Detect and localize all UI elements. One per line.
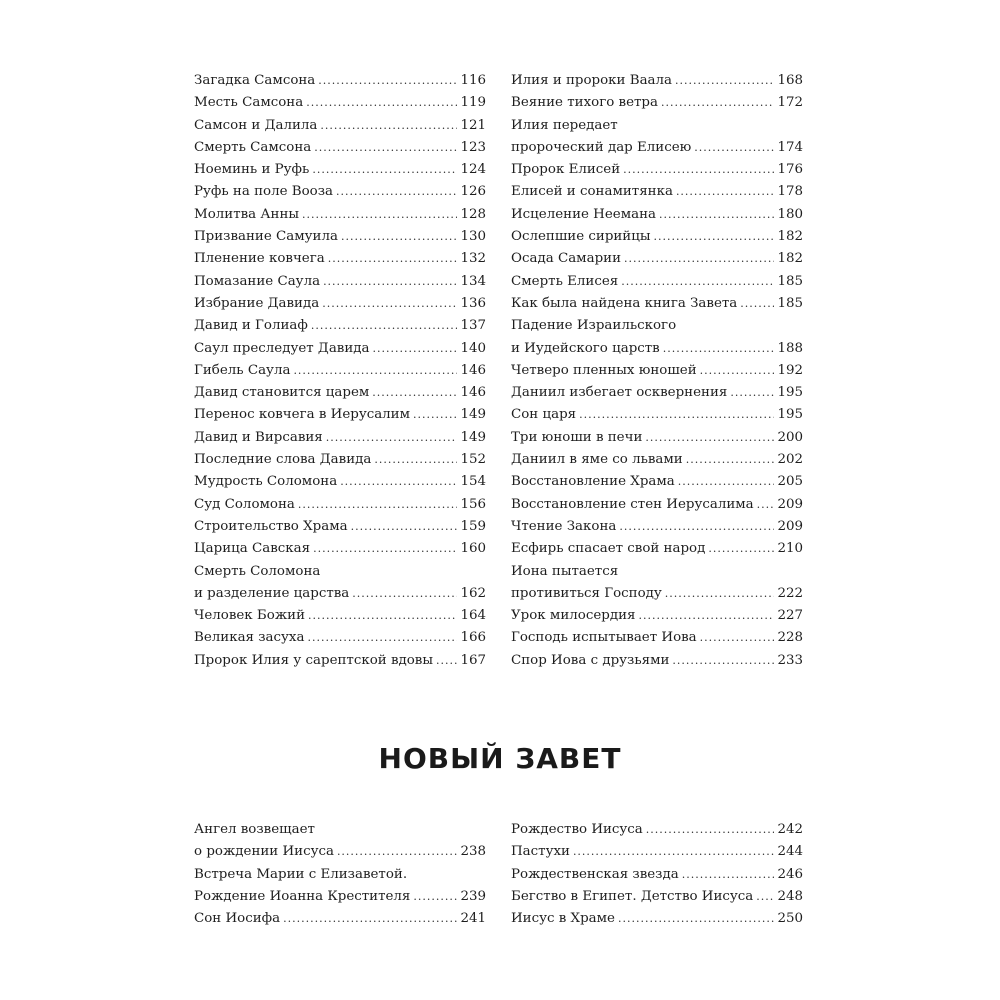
toc-entry-title: противиться Господу bbox=[511, 585, 662, 601]
toc-entry-page: 233 bbox=[777, 652, 803, 668]
toc-entry bbox=[511, 627, 803, 649]
toc-entry-title: Даниил избегает осквернения bbox=[511, 385, 728, 401]
toc-entry bbox=[194, 449, 486, 471]
toc-entry bbox=[511, 494, 803, 516]
toc-entry-title: Человек Божий bbox=[194, 608, 306, 624]
dot-leader bbox=[283, 908, 457, 930]
toc-entry-page: 182 bbox=[777, 229, 803, 245]
toc-entry-title: пророческий дар Елисею bbox=[511, 139, 692, 155]
toc-entry-page: 154 bbox=[460, 474, 486, 490]
toc-entry-page: 182 bbox=[777, 251, 803, 267]
toc-entry-page: 222 bbox=[777, 585, 803, 601]
toc-entry bbox=[511, 271, 803, 293]
toc-entry-page: 241 bbox=[460, 911, 486, 927]
toc-entry bbox=[511, 204, 803, 226]
toc-entry bbox=[511, 819, 803, 841]
toc-entry bbox=[194, 181, 486, 203]
toc-entry bbox=[511, 360, 803, 382]
dot-leader bbox=[686, 449, 775, 471]
dot-leader bbox=[694, 137, 774, 159]
dot-leader bbox=[700, 360, 775, 382]
dot-leader bbox=[675, 70, 774, 92]
toc-entry-page: 244 bbox=[777, 844, 803, 860]
toc-column-left-new bbox=[194, 819, 486, 930]
toc-entry-title: Есфирь спасает свой народ bbox=[511, 541, 706, 557]
toc-entry-title: Рождество Иисуса bbox=[511, 822, 643, 837]
toc-entry-title: Пленение ковчега bbox=[194, 251, 325, 267]
toc-entry-page: 146 bbox=[460, 385, 486, 401]
dot-leader bbox=[314, 137, 457, 159]
toc-entry-title: Избрание Давида bbox=[194, 295, 320, 311]
toc-entry bbox=[511, 908, 803, 930]
toc-entry-page: 174 bbox=[777, 139, 803, 155]
toc-entry-page: 238 bbox=[460, 844, 486, 860]
toc-entry bbox=[511, 115, 803, 160]
toc-entry-page: 149 bbox=[460, 407, 486, 423]
dot-leader bbox=[700, 627, 775, 649]
dot-leader bbox=[351, 516, 458, 538]
toc-entry-page: 124 bbox=[460, 162, 486, 178]
toc-entry-page: 192 bbox=[777, 362, 803, 378]
toc-entry bbox=[511, 561, 803, 606]
toc-entry-page: 185 bbox=[777, 295, 803, 311]
section-heading-new-testament: НОВЫЙ ЗАВЕТ bbox=[378, 742, 622, 775]
dot-leader bbox=[352, 583, 457, 605]
toc-entry bbox=[194, 605, 486, 627]
dot-leader bbox=[323, 271, 457, 293]
toc-entry bbox=[511, 449, 803, 471]
toc-entry-title: Пастухи bbox=[511, 844, 570, 860]
toc-entry bbox=[194, 908, 486, 930]
toc-entry-page: 178 bbox=[777, 184, 803, 200]
dot-leader bbox=[436, 650, 457, 672]
toc-entry-page: 166 bbox=[460, 630, 486, 646]
toc-entry-page: 210 bbox=[777, 541, 803, 557]
toc-entry bbox=[511, 427, 803, 449]
toc-entry bbox=[511, 650, 803, 672]
toc-entry-page: 209 bbox=[777, 496, 803, 512]
dot-leader bbox=[307, 627, 457, 649]
toc-entry bbox=[194, 159, 486, 181]
toc-entry-page: 116 bbox=[460, 73, 486, 88]
toc-entry-title: Последние слова Давида bbox=[194, 452, 372, 468]
dot-leader bbox=[665, 583, 775, 605]
toc-entry-title: Перенос ковчега в Иерусалим bbox=[194, 407, 411, 423]
toc-entry-title: и разделение царства bbox=[194, 585, 350, 601]
dot-leader bbox=[312, 159, 457, 181]
toc-entry-title: Молитва Анны bbox=[194, 206, 300, 222]
toc-entry bbox=[194, 561, 486, 606]
toc-entry-page: 149 bbox=[460, 429, 486, 445]
toc-entry bbox=[194, 494, 486, 516]
toc-entry-title: Помазание Саула bbox=[194, 273, 321, 289]
toc-entry bbox=[511, 605, 803, 627]
toc-entry bbox=[194, 819, 486, 864]
toc-entry-page: 195 bbox=[777, 385, 803, 401]
toc-entry-page: 128 bbox=[460, 206, 486, 222]
toc-entry bbox=[194, 650, 486, 672]
toc-entry-title: Восстановление Храма bbox=[511, 474, 675, 490]
dot-leader bbox=[654, 226, 775, 248]
dot-leader bbox=[308, 605, 457, 627]
dot-leader bbox=[663, 338, 775, 360]
dot-leader bbox=[322, 293, 457, 315]
toc-entry-page: 185 bbox=[777, 273, 803, 289]
toc-entry bbox=[194, 115, 486, 137]
toc-entry-page: 162 bbox=[460, 585, 486, 601]
dot-leader bbox=[624, 248, 774, 270]
toc-entry bbox=[194, 427, 486, 449]
toc-entry-page: 156 bbox=[460, 496, 486, 512]
toc-entry-page: 134 bbox=[460, 273, 486, 289]
toc-entry-title: и Иудейского царств bbox=[511, 340, 660, 356]
toc-entry-page: 228 bbox=[777, 630, 803, 646]
dot-leader bbox=[298, 494, 458, 516]
dot-leader bbox=[621, 271, 774, 293]
toc-entry bbox=[511, 248, 803, 270]
dot-leader bbox=[638, 605, 774, 627]
toc-entry-title: Давид и Вирсавия bbox=[194, 429, 323, 445]
toc-entry-title: Давид становится царем bbox=[194, 385, 370, 401]
dot-leader bbox=[659, 204, 774, 226]
toc-entry-title-line1: Встреча Марии с Елизаветой. bbox=[194, 866, 408, 882]
toc-entry bbox=[194, 70, 486, 92]
dot-leader bbox=[682, 864, 775, 886]
toc-entry bbox=[511, 70, 803, 92]
dot-leader bbox=[678, 471, 775, 493]
toc-entry-page: 188 bbox=[777, 340, 803, 356]
toc-entry-title: Сон царя bbox=[511, 407, 577, 423]
toc-entry bbox=[511, 92, 803, 114]
toc-entry bbox=[194, 315, 486, 337]
toc-entry-title: Елисей и сонамитянка bbox=[511, 184, 673, 200]
toc-entry-page: 146 bbox=[460, 362, 486, 378]
dot-leader bbox=[326, 427, 458, 449]
dot-leader bbox=[341, 226, 457, 248]
toc-entry bbox=[511, 404, 803, 426]
toc-entry-page: 209 bbox=[777, 518, 803, 534]
toc-entry-title: Как была найдена книга Завета bbox=[511, 295, 738, 311]
toc-entry-page: 239 bbox=[460, 888, 486, 904]
toc-entry-title: Саул преследует Давида bbox=[194, 340, 370, 356]
toc-entry-title: Руфь на поле Вооза bbox=[194, 184, 334, 200]
toc-entry-title: Смерть Самсона bbox=[194, 139, 312, 155]
dot-leader bbox=[373, 338, 458, 360]
toc-entry-page: 168 bbox=[777, 73, 803, 88]
toc-entry bbox=[194, 226, 486, 248]
toc-entry-page: 202 bbox=[777, 452, 803, 468]
toc-entry-page: 172 bbox=[777, 95, 803, 111]
dot-leader bbox=[311, 315, 458, 337]
toc-entry-title: Илия и пророки Ваала bbox=[511, 73, 673, 88]
toc-entry-title: Четверо пленных юношей bbox=[511, 362, 697, 378]
toc-entry-title: Веяние тихого ветра bbox=[511, 95, 658, 111]
dot-leader bbox=[676, 181, 775, 203]
toc-entry-page: 137 bbox=[460, 318, 486, 334]
toc-entry-title: Суд Соломона bbox=[194, 496, 295, 512]
toc-entry bbox=[194, 271, 486, 293]
toc-entry-title: Смерть Елисея bbox=[511, 273, 619, 289]
toc-entry-page: 248 bbox=[777, 888, 803, 904]
dot-leader bbox=[573, 841, 775, 863]
toc-entry bbox=[511, 315, 803, 360]
toc-entry bbox=[194, 382, 486, 404]
toc-entry-page: 140 bbox=[460, 340, 486, 356]
toc-entry-title: Царица Савская bbox=[194, 541, 311, 557]
toc-entry-page: 121 bbox=[460, 117, 486, 133]
toc-entry-title: Чтение Закона bbox=[511, 518, 617, 534]
toc-entry-title: Спор Иова с друзьями bbox=[511, 652, 670, 668]
toc-entry bbox=[194, 538, 486, 560]
dot-leader bbox=[320, 115, 457, 137]
toc-entry-title: Давид и Голиаф bbox=[194, 318, 308, 334]
toc-entry-title: Загадка Самсона bbox=[194, 73, 316, 88]
toc-column-right bbox=[511, 70, 803, 672]
toc-entry bbox=[511, 159, 803, 181]
toc-entry bbox=[511, 841, 803, 863]
toc-entry-title: Гибель Саула bbox=[194, 362, 291, 378]
toc-entry-page: 180 bbox=[777, 206, 803, 222]
toc-entry-title: Самсон и Далила bbox=[194, 117, 318, 133]
toc-entry-title: Господь испытывает Иова bbox=[511, 630, 697, 646]
toc-entry-page: 119 bbox=[460, 95, 486, 111]
toc-entry-page: 126 bbox=[460, 184, 486, 200]
toc-entry-page: 164 bbox=[460, 608, 486, 624]
toc-entry bbox=[511, 382, 803, 404]
dot-leader bbox=[302, 204, 457, 226]
toc-entry-page: 152 bbox=[460, 452, 486, 468]
dot-leader bbox=[740, 293, 774, 315]
dot-leader bbox=[756, 886, 774, 908]
toc-entry-title: Призвание Самуила bbox=[194, 229, 338, 245]
dot-leader bbox=[645, 427, 774, 449]
toc-entry-page: 227 bbox=[777, 608, 803, 624]
toc-entry bbox=[194, 338, 486, 360]
toc-entry-page: 205 bbox=[777, 474, 803, 490]
toc-entry bbox=[511, 516, 803, 538]
dot-leader bbox=[340, 471, 457, 493]
toc-entry bbox=[194, 471, 486, 493]
dot-leader bbox=[328, 248, 458, 270]
toc-entry-title: Пророк Илия у сарептской вдовы bbox=[194, 652, 433, 668]
toc-entry-title-line1: Иона пытается bbox=[511, 563, 619, 579]
toc-entry-page: 160 bbox=[460, 541, 486, 557]
toc-entry-page: 195 bbox=[777, 407, 803, 423]
toc-entry-title: Великая засуха bbox=[194, 630, 305, 646]
toc-entry bbox=[511, 471, 803, 493]
toc-entry-title: Бегство в Египет. Детство Иисуса bbox=[511, 888, 754, 904]
toc-entry-title: Ноеминь и Руфь bbox=[194, 162, 310, 178]
toc-entry-page: 159 bbox=[460, 518, 486, 534]
toc-entry-title: Строительство Храма bbox=[194, 518, 348, 534]
dot-leader bbox=[672, 650, 774, 672]
toc-entry-page: 167 bbox=[460, 652, 486, 668]
toc-entry-title: Три юноши в печи bbox=[511, 429, 643, 445]
toc-entry bbox=[511, 538, 803, 560]
toc-entry-title: о рождении Иисуса bbox=[194, 844, 334, 860]
toc-entry bbox=[511, 293, 803, 315]
dot-leader bbox=[730, 382, 774, 404]
dot-leader bbox=[413, 886, 457, 908]
toc-entry-title: Исцеление Неемана bbox=[511, 206, 657, 222]
toc-entry-page: 132 bbox=[460, 251, 486, 267]
dot-leader bbox=[708, 538, 774, 560]
toc-entry-page: 200 bbox=[777, 429, 803, 445]
toc-entry bbox=[194, 627, 486, 649]
toc-entry-page: 176 bbox=[777, 162, 803, 178]
toc-entry bbox=[194, 404, 486, 426]
toc-entry-title: Урок милосердия bbox=[511, 608, 636, 624]
toc-entry-title: Рождение Иоанна Крестителя bbox=[194, 888, 411, 904]
dot-leader bbox=[646, 819, 775, 841]
dot-leader bbox=[413, 404, 457, 426]
dot-leader bbox=[619, 516, 774, 538]
toc-entry bbox=[194, 204, 486, 226]
toc-entry-title: Осада Самарии bbox=[511, 251, 621, 267]
toc-entry-title: Рождественская звезда bbox=[511, 866, 679, 882]
dot-leader bbox=[318, 70, 457, 92]
toc-entry-title-line1: Ангел возвещает bbox=[194, 822, 315, 837]
toc-entry bbox=[194, 360, 486, 382]
toc-column-right-new bbox=[511, 819, 803, 930]
dot-leader bbox=[306, 92, 457, 114]
toc-entry-title: Мудрость Соломона bbox=[194, 474, 338, 490]
toc-entry bbox=[194, 293, 486, 315]
dot-leader bbox=[337, 841, 458, 863]
toc-entry bbox=[194, 864, 486, 909]
toc-entry-title: Ослепшие сирийцы bbox=[511, 229, 651, 245]
toc-entry-page: 136 bbox=[460, 295, 486, 311]
toc-entry bbox=[511, 864, 803, 886]
dot-leader bbox=[757, 494, 775, 516]
dot-leader bbox=[661, 92, 774, 114]
toc-entry bbox=[511, 226, 803, 248]
toc-entry bbox=[194, 248, 486, 270]
dot-leader bbox=[623, 159, 774, 181]
toc-column-left bbox=[194, 70, 486, 672]
toc-entry-title: Даниил в яме со львами bbox=[511, 452, 683, 468]
toc-entry-page: 250 bbox=[777, 911, 803, 927]
dot-leader bbox=[313, 538, 457, 560]
toc-entry bbox=[511, 886, 803, 908]
dot-leader bbox=[618, 908, 774, 930]
dot-leader bbox=[336, 181, 457, 203]
toc-entry-title-line1: Смерть Соломона bbox=[194, 563, 321, 579]
toc-entry-title: Пророк Елисей bbox=[511, 162, 621, 178]
toc-entry-title: Иисус в Храме bbox=[511, 911, 615, 927]
toc-entry-page: 130 bbox=[460, 229, 486, 245]
toc-entry bbox=[194, 516, 486, 538]
toc-entry bbox=[194, 92, 486, 114]
toc-entry-title: Сон Иосифа bbox=[194, 911, 281, 927]
dot-leader bbox=[293, 360, 457, 382]
dot-leader bbox=[374, 449, 457, 471]
toc-entry-title: Месть Самсона bbox=[194, 95, 304, 111]
dot-leader bbox=[579, 404, 774, 426]
toc-entry-page: 246 bbox=[777, 866, 803, 882]
toc-entry-title-line1: Падение Израильского bbox=[511, 318, 677, 334]
toc-entry-page: 123 bbox=[460, 139, 486, 155]
toc-entry bbox=[194, 137, 486, 159]
toc-entry-title: Восстановление стен Иерусалима bbox=[511, 496, 754, 512]
dot-leader bbox=[372, 382, 457, 404]
toc-entry-page: 242 bbox=[777, 822, 803, 837]
toc-entry bbox=[511, 181, 803, 203]
toc-entry-title-line1: Илия передает bbox=[511, 117, 618, 133]
